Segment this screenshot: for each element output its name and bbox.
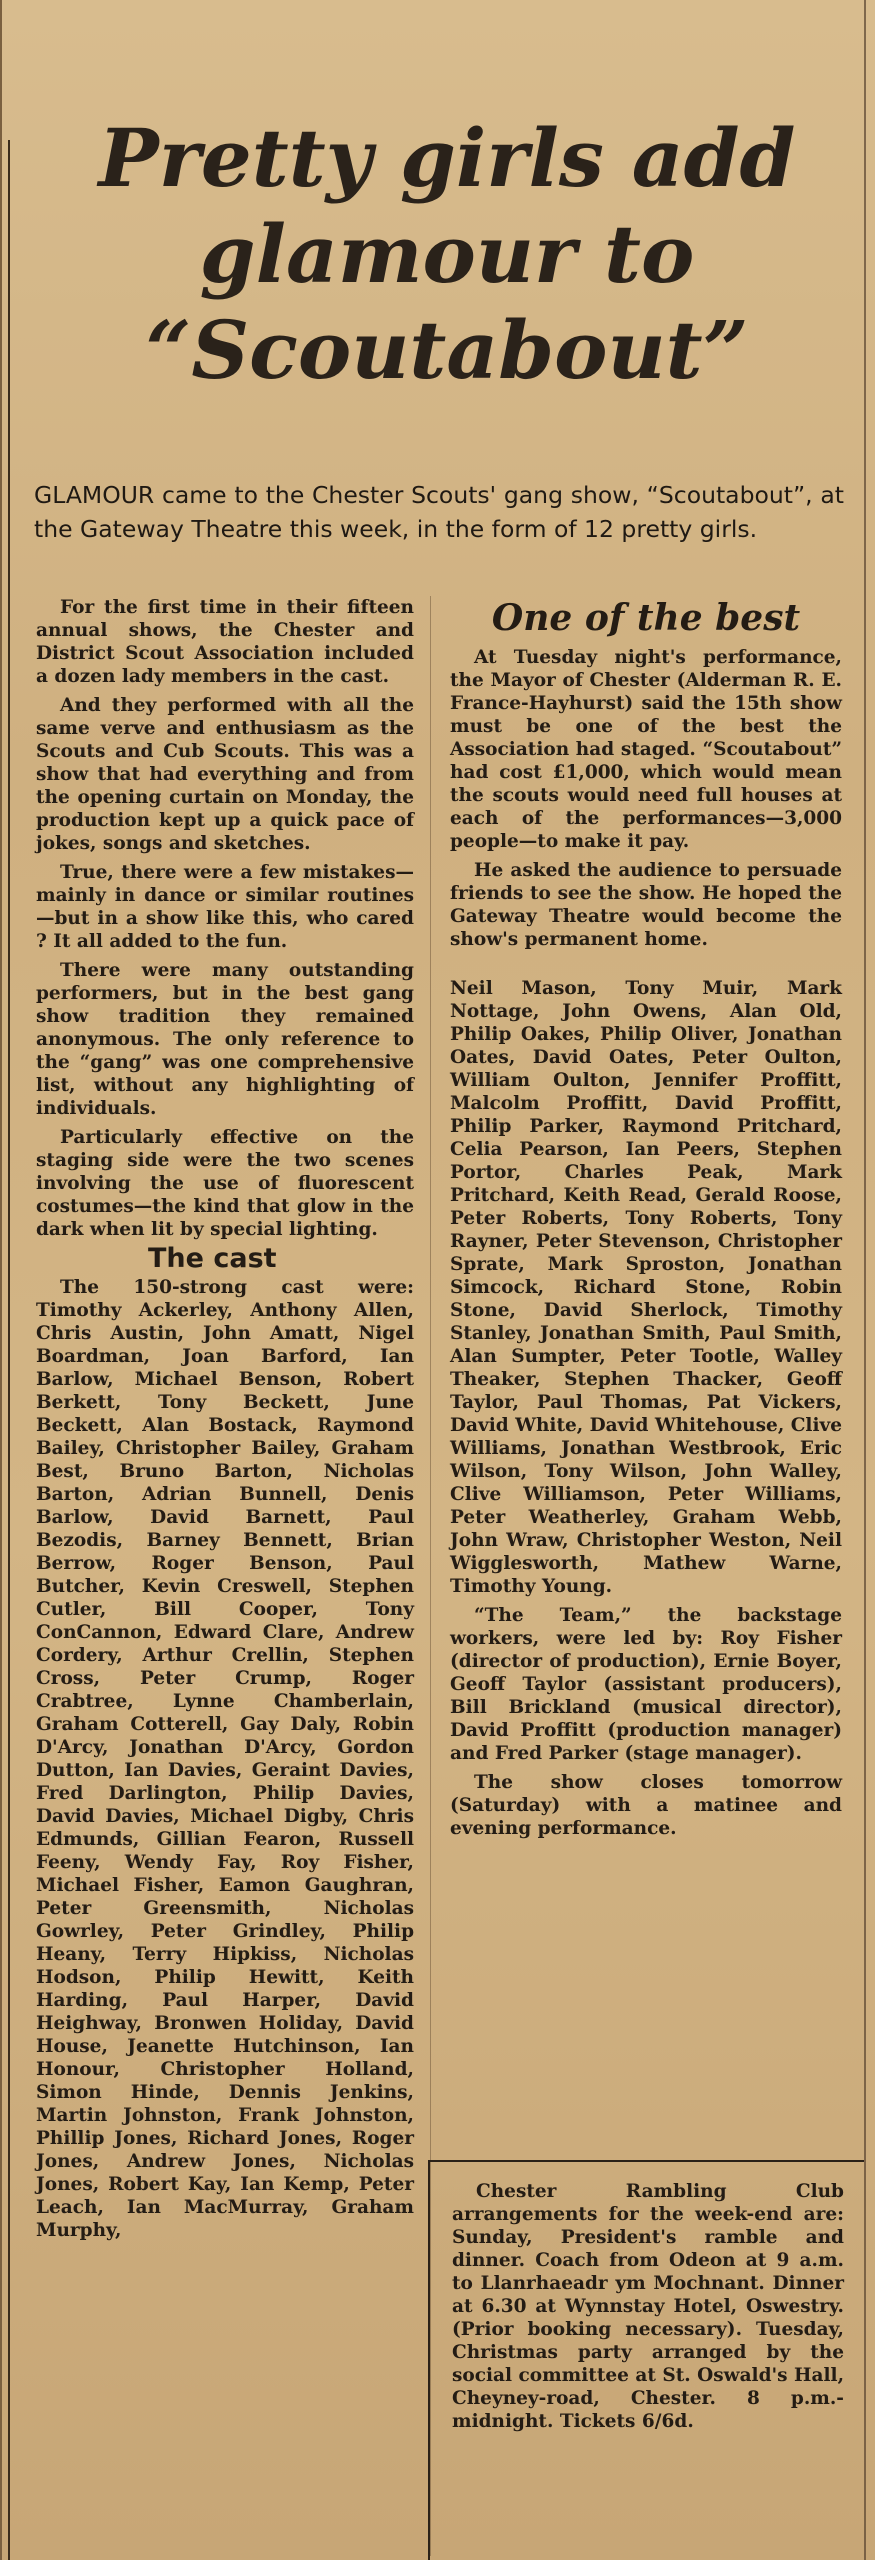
headline [32, 110, 862, 398]
left-paragraph-4: There were many outstanding performers, but in the best gang show tradition they remained anonymous. The only reference to the “gang” was one comprehensive list, without any highlighting of individuals. [36, 960, 414, 1119]
left-paragraph-2: And they performed with all the same verve and enthusiasm as the Scouts and Cub Scouts. This was a show that had everything and from the opening curtain on Monday, the production kept up a quick pace of jokes, songs and sketches. [36, 695, 414, 854]
left-column-rule [8, 140, 10, 2560]
backstage-team-paragraph: “The Team,” the backstage workers, were led by: Roy Fisher (director of production), Ernie Boyer, Geoff Taylor (assistant producers), Bill Brickland (musical director), David Proffitt (production manager) and Fred Parker (stage manager). [450, 1605, 842, 1764]
right-paragraph-1: At Tuesday night's performance, the Mayor of Chester (Alderman R. E. France-Hayhurst) said the 15th show must be one of the best the Association had staged. “Scoutabout” had cost £1,000, which would mean the scouts would need full houses at each of the performances—3,000 people—to make it pay. [450, 647, 842, 852]
lede-paragraph: GLAMOUR came to the Chester Scouts' gang show, “Scoutabout”, at the Gateway Theatre this week, in the form of 12 pretty girls. [34, 481, 844, 543]
left-paragraph-3: True, there were a few mistakes—mainly in dance or similar routines—but in a show like this, who cared ? It all added to the fun. [36, 862, 414, 952]
right-paragraph-2: He asked the audience to persuade friends to see the show. He hoped the Gateway Theatre would become the show's permanent home. [450, 860, 842, 950]
cast-list-part-2: Neil Mason, Tony Muir, Mark Nottage, John Owens, Alan Old, Philip Oakes, Philip Oliver, Jonathan Oates, David Oates, Peter Oulton, William Oulton, Jennifer Proffitt, Malcolm Proffitt, David Proffitt, Philip Parker, Raymond Pritchard, Celia Pearson, Ian Peers, Stephen Portor, Charles Peak, Mark Pritchard, Keith Read, Gerald Roose, Peter Roberts, Tony Roberts, Tony Rayner, Peter Stevenson, Christopher Sprate, Mark Sproston, Jonathan Simcock, Richard Stone, Robin Stone, David Sherlock, Timothy Stanley, Jonathan Smith, Paul Smith, Alan Sumpter, Peter Tootle, Walley Theaker, Stephen Thacker, Geoff Taylor, Paul Thomas, Pat Vickers, David White, David Whitehouse, Clive Williams, Jonathan Westbrook, Eric Wilson, Tony Wilson, John Walley, Clive Williamson, Peter Williams, Peter Weatherley, Graham Webb, John Wraw, Christopher Weston, Neil Wigglesworth, Mathew Warne, Timothy Young. [450, 978, 842, 1597]
cast-list-part-1: The 150-strong cast were: Timothy Ackerley, Anthony Allen, Chris Austin, John Amatt, Nigel Boardman, Joan Barford, Ian Barlow, Michael Benson, Robert Berkett, Tony Beckett, June Beckett, Alan Bostack, Raymond Bailey, Christopher Bailey, Graham Best, Bruno Barton, Nicholas Barton, Adrian Bunnell, Denis Barlow, David Barnett, Paul Bezodis, Barney Bennett, Brian Berrow, Roger Benson, Paul Butcher, Kevin Creswell, Stephen Cutler, Bill Cooper, Tony ConCannon, Edward Clare, Andrew Cordery, Arthur Crellin, Stephen Cross, Peter Crump, Roger Crabtree, Lynne Chamberlain, Graham Cotterell, Gay Daly, Robin D'Arcy, Jonathan D'Arcy, Gordon Dutton, Ian Davies, Geraint Davies, Fred Darlington, Philip Davies, David Davies, Michael Digby, Chris Edmunds, Gillian Fearon, Russell Feeny, Wendy Fay, Roy Fisher, Michael Fisher, Eamon Gaughran, Peter Greensmith, Nicholas Gowrley, Peter Grindley, Philip Heany, Terry Hipkiss, Nicholas Hodson, Philip Hewitt, Keith Harding, Paul Harper, David Heighway, Bronwen Holiday, David House, Jeanette Hutchinson, Ian Honour, Christopher Holland, Simon Hinde, Dennis Jenkins, Martin Johnston, Frank Johnston, Phillip Jones, Richard Jones, Roger Jones, Andrew Jones, Nicholas Jones, Robert Kay, Ian Kemp, Peter Leach, Ian MacMurray, Graham Murphy, [36, 1277, 414, 2241]
left-column [36, 596, 414, 2248]
rambling-club-notice: Chester Rambling Club arrangements for the week-end are: Sunday, President's ramble and dinner. Coach from Odeon at 9 a.m. to Llanrhaeadr ym Mochnant. Dinner at 6.30 at Wynnstay Hotel, Oswestry. (Prior booking necessary). Tuesday, Christmas party arranged by the social committee at St. Oswald's Hall, Cheyney-road, Chester. 8 p.m.-midnight. Tickets 6/6d. [452, 2181, 845, 2432]
best-subheading: One of the best [491, 597, 801, 639]
left-paragraph-5: Particularly effective on the staging side were the two scenes involving the use of fluorescent costumes—the kind that glow in the dark when lit by special lighting. [36, 1127, 414, 1240]
headline-line-2: glamour to [199, 207, 695, 301]
right-column [450, 596, 842, 1846]
left-paragraph-1: For the first time in their fifteen annual shows, the Chester and District Scout Association included a dozen lady members in the cast. [36, 597, 414, 687]
right-edge-rule [864, 0, 866, 2560]
closing-paragraph: The show closes tomorrow (Saturday) with a matinee and evening performance. [450, 1772, 842, 1839]
headline-line-3: “Scoutabout” [145, 303, 749, 397]
cast-subheading: The cast [148, 1243, 277, 1274]
headline-line-1: Pretty girls add [98, 111, 796, 205]
